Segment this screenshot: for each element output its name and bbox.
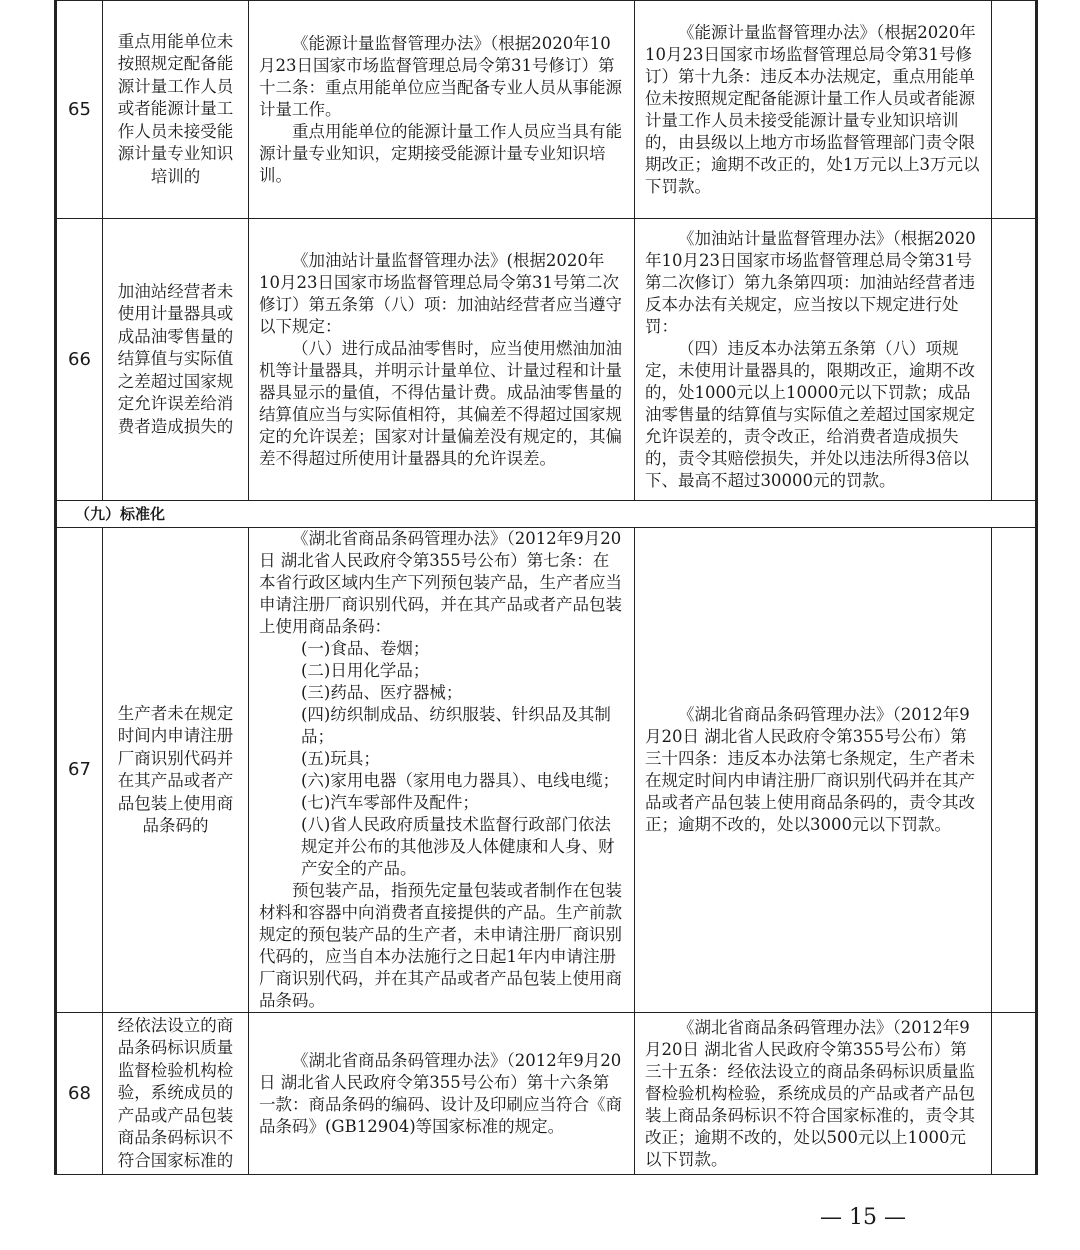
basis-paragraph: 《湖北省商品条码管理办法》（2012年9月20日 湖北省人民政府令第355号公布）第七条：在本省行政区域内生产下列预包装产品，生产者应当申请注册厂商识别代码，并在其产品或者产品包装上使用商品条码： <box>259 529 622 636</box>
violation-description: 生产者未在规定时间内申请注册厂商识别代码并在其产品或者产品包装上使用商品条码的 <box>103 528 249 1013</box>
blank-cell <box>992 1013 1036 1175</box>
basis-paragraph: 《湖北省商品条码管理办法》（2012年9月20日 湖北省人民政府令第355号公布）第十六条第一款：商品条码的编码、设计及印刷应当符合《商品条码》(GB12904)等国家标准的规定。 <box>259 1050 622 1136</box>
penalty-provision <box>635 219 992 501</box>
basis-list-item: (三)药品、医疗器械； <box>301 683 463 702</box>
penalty-provision <box>635 1 992 219</box>
violation-description: 重点用能单位未按照规定配备能源计量工作人员或者能源计量工作人员未接受能源计量专业知识培训的 <box>103 1 249 219</box>
basis-paragraph: 预包装产品，指预先定量包装或者制作在包装材料和容器中向消费者直接提供的产品。生产前款规定的预包装产品的生产者，未申请注册厂商识别代码的，应当自本办法施行之日起1年内申请注册厂商识别代码，并在其产品或者产品包装上使用商品条码。 <box>259 881 622 1010</box>
table-row <box>57 1013 1036 1175</box>
penalty-paragraph: 《湖北省商品条码管理办法》（2012年9月20日 湖北省人民政府令第355号公布）第三十四条：违反本办法第七条规定，生产者未在规定时间内申请注册厂商识别代码并在其产品或者产品包装上使用商品条码的，责令其改正；逾期不改的，处以3000元以下罚款。 <box>645 705 975 834</box>
basis-paragraph: （八）进行成品油零售时，应当使用燃油加油机等计量器具，并明示计量单位、计量过程和计量器具显示的量值，不得估量计费。成品油零售量的结算值应当与实际值相符，其偏差不得超过国家规定的允许误差；国家对计量偏差没有规定的，其偏差不得超过所使用计量器具的允许误差。 <box>259 338 622 468</box>
page-number: — 15 — <box>820 1205 906 1230</box>
basis-paragraph: 《能源计量监督管理办法》（根据2020年10月23日国家市场监督管理总局令第31号修订）第十二条：重点用能单位应当配备专业人员从事能源计量工作。 <box>259 33 622 119</box>
blank-cell <box>992 1 1036 219</box>
row-number: 66 <box>57 219 103 501</box>
basis-list-item: (一)食品、卷烟； <box>301 639 430 658</box>
penalty-provision <box>635 528 992 1013</box>
basis-list-item: (二)日用化学品； <box>301 661 430 680</box>
basis-list-item: (五)玩具； <box>301 749 380 768</box>
row-number: 67 <box>57 528 103 1013</box>
section-heading: （九）标准化 <box>57 501 1036 528</box>
violation-description: 加油站经营者未使用计量器具或成品油零售量的结算值与实际值之差超过国家规定允许误差给消费者造成损失的 <box>103 219 249 501</box>
blank-cell <box>992 219 1036 501</box>
penalty-paragraph: （四）违反本办法第五条第（八）项规定，未使用计量器具的，限期改正，逾期不改的，处1000元以上10000元以下罚款；成品油零售量的结算值与实际值之差超过国家规定允许误差的，责令改正，给消费者造成损失的，责令其赔偿损失，并处以违法所得3倍以下、最高不超过30000元的罚款。 <box>645 338 975 490</box>
legal-basis <box>249 219 635 501</box>
table-row <box>57 528 1036 1013</box>
basis-list-item: (八)省人民政府质量技术监督行政部门依法规定并公布的其他涉及人体健康和人身、财产安全的产品。 <box>301 815 615 878</box>
penalty-paragraph: 《湖北省商品条码管理办法》（2012年9月20日 湖北省人民政府令第355号公布）第三十五条：经依法设立的商品条码标识质量监督检验机构检验，系统成员的产品或者产品包装上商品条码标识不符合国家标准的，责令其改正；逾期不改的，处以500元以上1000元以下罚款。 <box>645 1017 975 1169</box>
regulation-table <box>56 0 1036 1175</box>
blank-cell <box>992 528 1036 1013</box>
row-number: 65 <box>57 1 103 219</box>
penalty-paragraph: 《能源计量监督管理办法》（根据2020年10月23日国家市场监督管理总局令第31号修订）第十九条：违反本办法规定，重点用能单位未按照规定配备能源计量工作人员或者能源计量工作人员未接受能源计量专业知识培训的，由县级以上地方市场监督管理部门责令限期改正；逾期不改正的，处1万元以上3万元以下罚款。 <box>645 22 980 196</box>
basis-list-item: (四)纺织制成品、纺织服装、针织品及其制品； <box>301 705 611 746</box>
basis-list-item: (七)汽车零部件及配件； <box>301 793 479 812</box>
basis-paragraph: 重点用能单位的能源计量工作人员应当具有能源计量专业知识，定期接受能源计量专业知识培训。 <box>259 121 622 185</box>
legal-basis <box>249 528 635 1013</box>
basis-list-item: (六)家用电器（家用电力器具）、电线电缆； <box>301 771 620 790</box>
section-heading-row <box>57 501 1036 528</box>
legal-basis <box>249 1013 635 1175</box>
penalty-paragraph: 《加油站计量监督管理办法》（根据2020年10月23日国家市场监督管理总局令第31号第二次修订）第九条第四项：加油站经营者违反本办法有关规定，应当按以下规定进行处罚： <box>645 228 976 336</box>
table-row <box>57 219 1036 501</box>
penalty-provision <box>635 1013 992 1175</box>
violation-description: 经依法设立的商品条码标识质量监督检验机构检验，系统成员的产品或产品包装商品条码标识不符合国家标准的 <box>103 1013 249 1175</box>
basis-paragraph: 《加油站计量监督管理办法》(根据2020年10月23日国家市场监督管理总局令第31号第二次修订）第五条第（八）项：加油站经营者应当遵守以下规定： <box>259 250 622 336</box>
legal-basis <box>249 1 635 219</box>
document-table-frame <box>54 0 1038 1175</box>
row-number: 68 <box>57 1013 103 1175</box>
table-row <box>57 1 1036 219</box>
